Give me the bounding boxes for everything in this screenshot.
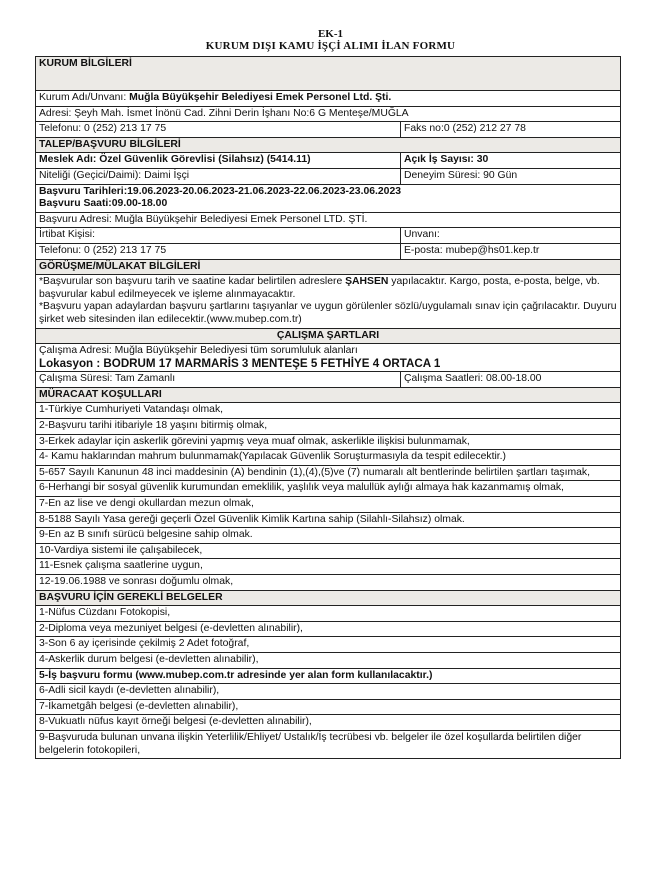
- interview-note-1: [39, 276, 617, 301]
- condition-item: 2-Başvuru tarihi itibariyle 18 yaşını bitirmiş olmak,: [36, 419, 621, 435]
- document-item: 5-İş başvuru formu (www.mubep.com.tr adresinde yer alan form kullanılacaktır.): [36, 668, 621, 684]
- kurum-fax: Faks no:0 (252) 212 27 78: [401, 122, 621, 138]
- announcement-form: [35, 56, 621, 759]
- condition-item: 5-657 Sayılı Kanunun 48 inci maddesinin (A) bendinin (1),(4),(5)ve (7) numaralı alt bentlerinde belirtilen şartları taşımak,: [36, 465, 621, 481]
- work-address: Çalışma Adresi: Muğla Büyükşehir Belediyesi tüm sorumluluk alanları: [39, 345, 358, 357]
- talep-email: E-posta: mubep@hs01.kep.tr: [401, 243, 621, 259]
- document-item: 2-Diploma veya mezuniyet belgesi (e-devletten alınabilir),: [36, 621, 621, 637]
- document-item: 6-Adli sicil kaydı (e-devletten alınabilir),: [36, 684, 621, 700]
- profession: Meslek Adı: Özel Güvenlik Görevlisi (Silahsız) (5414.11): [36, 153, 401, 169]
- condition-item: 7-En az lise ve dengi okullardan mezun olmak,: [36, 497, 621, 513]
- open-positions: Açık İş Sayısı: 30: [401, 153, 621, 169]
- document-item: 8-Vukuatlı nüfus kayıt örneği belgesi (e-devletten alınabilir),: [36, 715, 621, 731]
- document-item: 9-Başvuruda bulunan unvana ilişkin Yeterlilik/Ehliyet/ Ustalık/İş tecrübesi vb. belgeler ile özel koşullarda belirtilen diğer belgelerin fotokopileri,: [36, 730, 621, 758]
- kurum-name-row: [36, 91, 621, 107]
- annex-label: EK-1: [317, 28, 344, 40]
- condition-item: 4- Kamu haklarından mahrum bulunmamak(Yapılacak Güvenlik Soruşturmasıyla da tespit edilecektir.): [36, 450, 621, 466]
- interview-note-1-c: yapılacaktır. Kargo, posta, e-posta, belge, vb. başvurular kabul edilmeyecek ve işleme alınmayacaktır.: [39, 276, 600, 300]
- application-time: Başvuru Saati:09.00-18.00: [39, 198, 168, 210]
- talep-phone: Telefonu: 0 (252) 213 17 75: [36, 243, 401, 259]
- condition-item: 12-19.06.1988 ve sonrası doğumlu olmak,: [36, 575, 621, 591]
- document-item: 1-Nüfus Cüzdanı Fotokopisi,: [36, 606, 621, 622]
- condition-item: 3-Erkek adaylar için askerlik görevini yapmış veya muaf olmak, askerlikle ilişkisi bulunmamak,: [36, 434, 621, 450]
- condition-item: 1-Türkiye Cumhuriyeti Vatandaşı olmak,: [36, 403, 621, 419]
- contact-person: İrtibat Kişisi:: [36, 228, 401, 244]
- section-belgeler: BAŞVURU İÇİN GEREKLİ BELGELER: [36, 590, 621, 606]
- interview-note-1-a: *Başvurular son başvuru tarih ve saatine kadar belirtilen adreslere: [39, 276, 346, 288]
- section-talep: TALEP/BAŞVURU BİLGİLERİ: [36, 137, 621, 153]
- form-title: KURUM DIŞI KAMU İŞÇİ ALIMI İLAN FORMU: [205, 40, 456, 52]
- condition-item: 8-5188 Sayılı Yasa gereği geçerli Özel Güvenlik Kimlik Kartına sahip (Silahlı-Silahsız) olmak.: [36, 512, 621, 528]
- nature: Niteliği (Geçici/Daimi): Daimi İşçi: [36, 168, 401, 184]
- section-muracaat: MÜRACAAT KOŞULLARI: [36, 387, 621, 403]
- kurum-name-label: Kurum Adı/Unvanı:: [39, 92, 130, 103]
- experience: Deneyim Süresi: 90 Gün: [401, 168, 621, 184]
- section-kurum: KURUM BİLGİLERİ: [36, 57, 621, 91]
- work-address-block: [36, 344, 621, 372]
- work-location: Lokasyon : BODRUM 17 MARMARİS 3 MENTEŞE 5 FETHİYE 4 ORTACA 1: [39, 356, 441, 370]
- section-calisma: ÇALIŞMA ŞARTLARI: [36, 328, 621, 344]
- condition-item: 10-Vardiya sistemi ile çalışabilecek,: [36, 543, 621, 559]
- work-hours: Çalışma Saatleri: 08.00-18.00: [401, 372, 621, 388]
- document-item: 7-İkametgâh belgesi (e-devletten alınabilir),: [36, 699, 621, 715]
- kurum-phone: Telefonu: 0 (252) 213 17 75: [36, 122, 401, 138]
- application-dates: Başvuru Tarihleri:19.06.2023-20.06.2023-21.06.2023-22.06.2023-23.06.2023: [39, 185, 402, 197]
- interview-note-2: *Başvuru yapan adaylardan başvuru şartlarını taşıyanlar ve uygun görülenler sözlü/uygulamalı sınav için çağrılacaktır. Duyuru şirket web sitesinden ilan edilecektir.(www.mubep.com.tr): [39, 301, 617, 325]
- condition-item: 9-En az B sınıfı sürücü belgesine sahip olmak.: [36, 528, 621, 544]
- condition-item: 11-Esnek çalışma saatlerine uygun,: [36, 559, 621, 575]
- application-dates-block: [36, 184, 621, 212]
- kurum-name-value: Muğla Büyükşehir Belediyesi Emek Personel Ltd. Şti.: [129, 92, 392, 103]
- section-gorusme: GÖRÜŞME/MÜLAKAT BİLGİLERİ: [36, 259, 621, 275]
- kurum-address: Adresi: Şeyh Mah. İsmet İnönü Cad. Zihni Derin İşhanı No:6 G Menteşe/MUĞLA: [36, 106, 621, 122]
- interview-info: [36, 275, 621, 328]
- work-duration: Çalışma Süresi: Tam Zamanlı: [36, 372, 401, 388]
- document-item: 3-Son 6 ay içerisinde çekilmiş 2 Adet fotoğraf,: [36, 637, 621, 653]
- apply-address: Başvuru Adresi: Muğla Büyükşehir Belediyesi Emek Personel LTD. ŞTİ.: [36, 212, 621, 228]
- document-item: 4-Askerlik durum belgesi (e-devletten alınabilir),: [36, 652, 621, 668]
- interview-note-1-b: ŞAHSEN: [345, 276, 389, 288]
- contact-title: Unvanı:: [401, 228, 621, 244]
- condition-item: 6-Herhangi bir sosyal güvenlik kurumundan emeklilik, yaşlılık veya malullük aylığı almaya hak kazanmamış olmak,: [36, 481, 621, 497]
